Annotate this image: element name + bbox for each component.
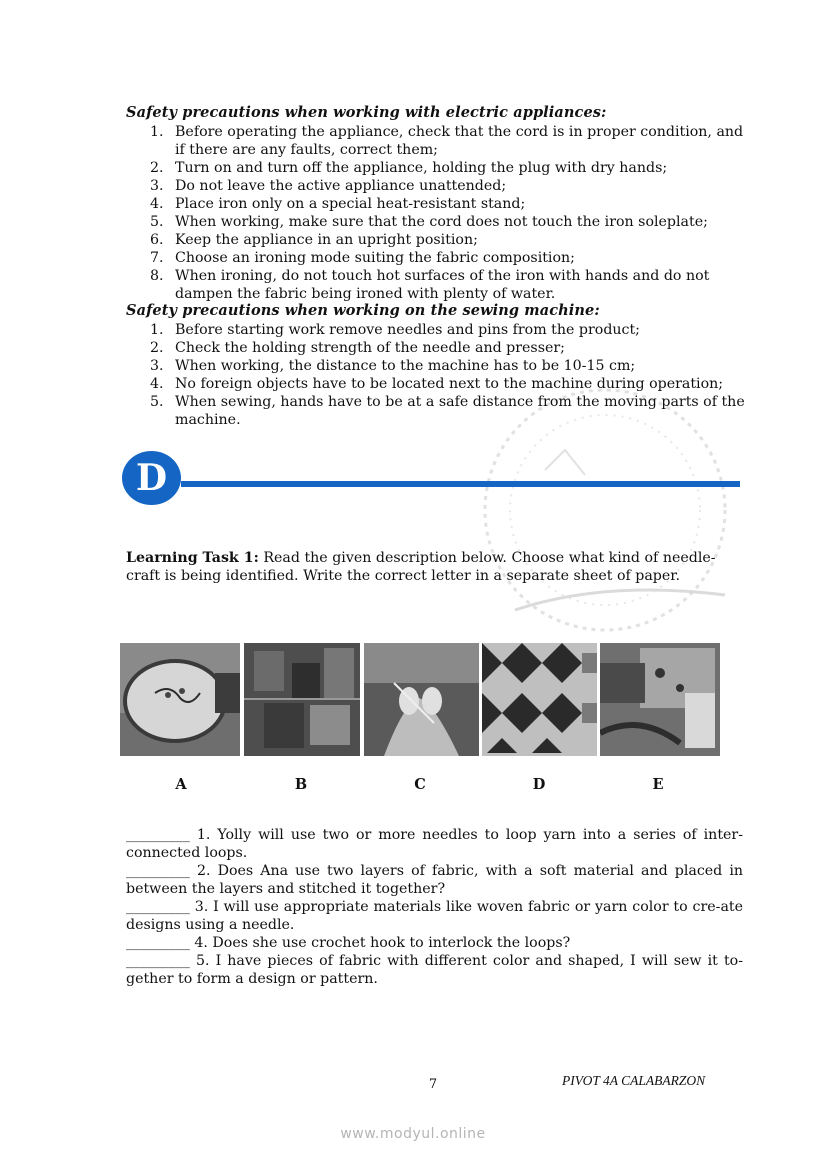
image-label-a: A bbox=[175, 776, 187, 793]
list-item: 4. No foreign objects have to be located next to the machine during operation; bbox=[150, 376, 724, 392]
list-item: 4. Place iron only on a special heat-resistant stand; bbox=[150, 196, 526, 212]
section-divider-line bbox=[181, 481, 740, 487]
list-item: 3. Do not leave the active appliance unattended; bbox=[150, 178, 507, 194]
electric-appliances-heading: Safety precautions when working with electric appliances: bbox=[126, 104, 607, 121]
question-list bbox=[126, 826, 743, 988]
list-item: 2. Check the holding strength of the needle and presser; bbox=[150, 340, 565, 356]
quilt-image bbox=[482, 643, 597, 756]
list-item: 8. When ironing, do not touch hot surfaces of the iron with hands and do not dampen the fabric being ironed with plenty of water. bbox=[150, 268, 710, 302]
list-item: 2. Turn on and turn off the appliance, holding the plug with dry hands; bbox=[150, 160, 668, 176]
embroidery-hoop-image bbox=[120, 643, 240, 756]
image-label-d: D bbox=[532, 776, 546, 793]
list-item: 3. When working, the distance to the machine has to be 10-15 cm; bbox=[150, 358, 636, 374]
list-item: 5. When working, make sure that the cord does not touch the iron soleplate; bbox=[150, 214, 708, 230]
patchwork-image bbox=[600, 643, 720, 756]
question-item: _________ 4. Does she use crochet hook to interlock the loops? bbox=[126, 935, 571, 951]
image-label-c: C bbox=[414, 776, 426, 793]
learning-task-text: Read the given description below. Choose what kind of needle-craft is being identified. Write the correct letter in a separate sheet of paper. bbox=[126, 550, 716, 584]
sewing-machine-heading: Safety precautions when working on the sewing machine: bbox=[126, 302, 600, 319]
image-label-b: B bbox=[294, 776, 308, 793]
learning-task-instructions bbox=[126, 549, 743, 585]
question-item: _________ 1. Yolly will use two or more needles to loop yarn into a series of inter-connected loops. bbox=[126, 827, 743, 861]
needlework-image bbox=[244, 643, 360, 756]
list-item: 5. When sewing, hands have to be at a safe distance from the moving parts of the machine. bbox=[150, 394, 745, 428]
question-item: _________ 5. I have pieces of fabric with different color and shaped, I will sew it to-gether to form a design or pattern. bbox=[126, 953, 743, 987]
learning-task-label: Learning Task 1: bbox=[126, 550, 259, 566]
question-item: _________ 2. Does Ana use two layers of fabric, with a soft material and placed in between the layers and stitched it together? bbox=[126, 863, 743, 897]
page-number: 7 bbox=[428, 1077, 438, 1092]
image-label-e: E bbox=[652, 776, 664, 793]
list-item: 1. Before operating the appliance, check that the cord is in proper condition, and if there are any faults, correct them; bbox=[150, 124, 744, 158]
question-item: _________ 3. I will use appropriate materials like woven fabric or yarn color to cre-ate designs using a needle. bbox=[126, 899, 743, 933]
footer-brand: PIVOT 4A CALABARZON bbox=[562, 1073, 706, 1088]
list-item: 1. Before starting work remove needles and pins from the product; bbox=[150, 322, 640, 338]
site-watermark: www.modyul.online bbox=[340, 1126, 486, 1142]
list-item: 7. Choose an ironing mode suiting the fabric composition; bbox=[150, 250, 575, 266]
list-item: 6. Keep the appliance in an upright position; bbox=[150, 232, 478, 248]
section-d-badge: D bbox=[122, 451, 181, 505]
knitting-image bbox=[364, 643, 479, 756]
sewing-machine-list bbox=[150, 321, 745, 429]
electric-appliances-list bbox=[150, 123, 745, 303]
